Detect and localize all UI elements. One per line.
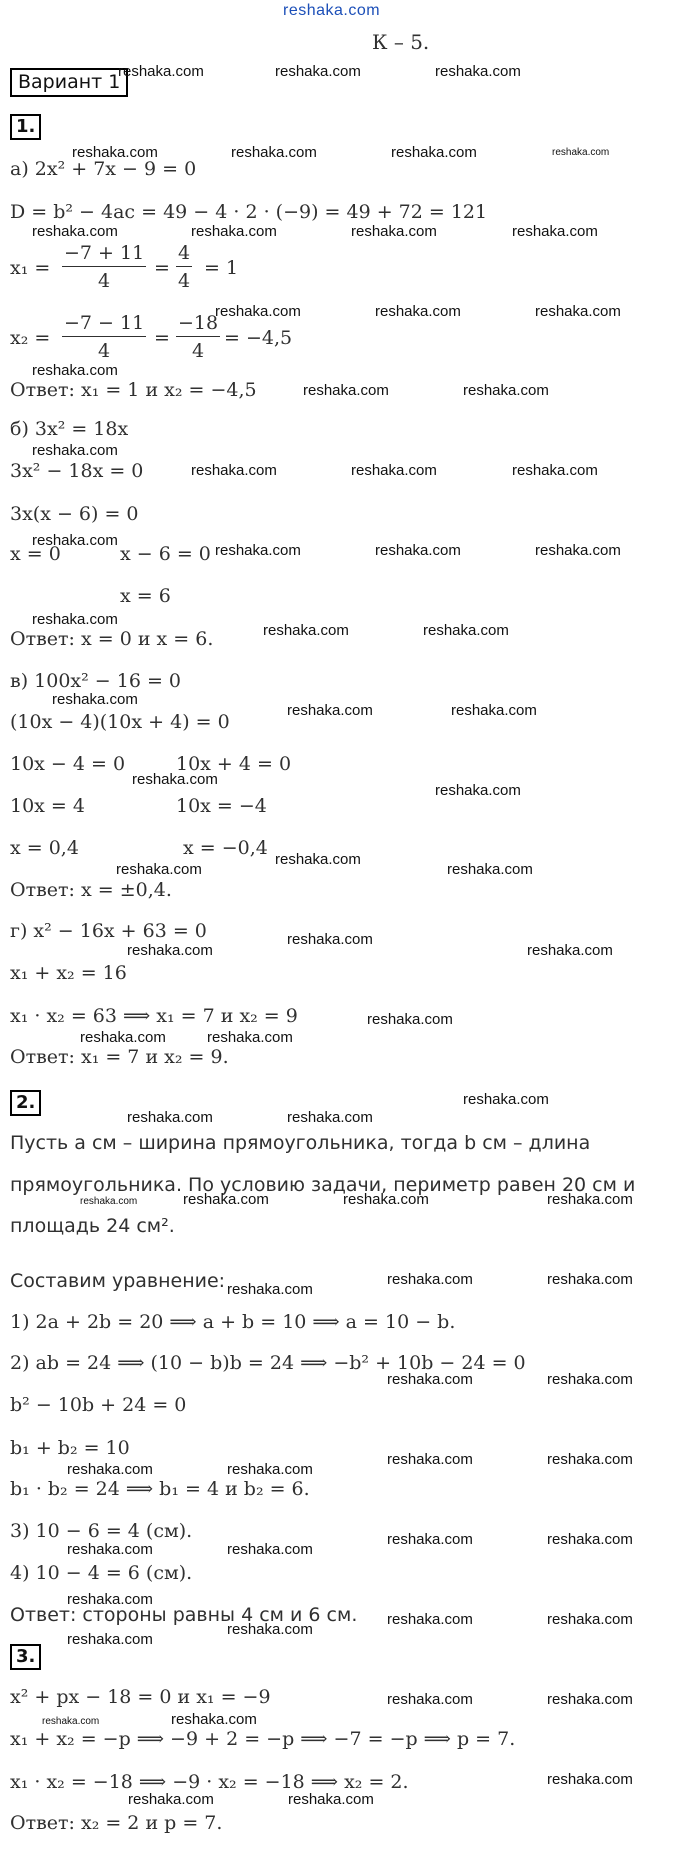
watermark: reshaka.com — [191, 223, 277, 240]
watermark: reshaka.com — [118, 63, 204, 80]
watermark: reshaka.com — [80, 1029, 166, 1046]
watermark: reshaka.com — [32, 442, 118, 459]
watermark: reshaka.com — [351, 223, 437, 240]
task2-paragraph-2: прямоугольника. По условию задачи, периметр равен 20 см и — [10, 1174, 636, 1196]
watermark: reshaka.com — [435, 782, 521, 799]
task1-a-x2-fraction — [62, 314, 146, 361]
task2-paragraph-1: Пусть a см – ширина прямоугольника, тогда b см – длина — [10, 1132, 591, 1154]
watermark: reshaka.com — [547, 1771, 633, 1788]
task2-line4: b₁ + b₂ = 10 — [10, 1437, 130, 1459]
fraction-denominator: 4 — [98, 340, 111, 362]
site-header-link[interactable]: reshaka.com — [283, 2, 381, 19]
task1-v-equation: в) 100x² − 16 = 0 — [10, 670, 182, 692]
task1-v-line3a: 10x = 4 — [10, 795, 85, 817]
watermark: reshaka.com — [547, 1191, 633, 1208]
watermark: reshaka.com — [127, 1109, 213, 1126]
task1-a-answer: Ответ: x₁ = 1 и x₂ = −4,5 — [10, 379, 257, 401]
watermark: reshaka.com — [463, 1091, 549, 1108]
task-number-2: 2. — [10, 1090, 41, 1116]
fraction-denominator: 4 — [98, 270, 111, 292]
task3-line1: x² + px − 18 = 0 и x₁ = −9 — [10, 1686, 271, 1708]
fraction-numerator: −7 + 11 — [62, 244, 146, 267]
watermark: reshaka.com — [215, 542, 301, 559]
watermark: reshaka.com — [116, 861, 202, 878]
watermark: reshaka.com — [512, 223, 598, 240]
task1-b-line2: 3x(x − 6) = 0 — [10, 503, 139, 525]
task1-g-line1: x₁ + x₂ = 16 — [10, 962, 127, 984]
watermark: reshaka.com — [387, 1371, 473, 1388]
watermark: reshaka.com — [227, 1541, 313, 1558]
task1-b-line4: x = 6 — [120, 585, 171, 607]
task2-line7: 4) 10 − 4 = 6 (см). — [10, 1562, 193, 1584]
watermark: reshaka.com — [451, 702, 537, 719]
watermark: reshaka.com — [67, 1591, 153, 1608]
task3-answer: Ответ: x₂ = 2 и p = 7. — [10, 1812, 223, 1834]
fraction-denominator: 4 — [192, 340, 205, 362]
watermark: reshaka.com — [32, 223, 118, 240]
watermark: reshaka.com — [207, 1029, 293, 1046]
task-number-1: 1. — [10, 114, 41, 140]
watermark: reshaka.com — [287, 702, 373, 719]
work-code: К – 5. — [372, 30, 430, 54]
watermark: reshaka.com — [67, 1461, 153, 1478]
watermark: reshaka.com — [447, 861, 533, 878]
watermark: reshaka.com — [263, 622, 349, 639]
watermark: reshaka.com — [552, 147, 610, 158]
task3-line3: x₁ · x₂ = −18 ⟹ −9 · x₂ = −18 ⟹ x₂ = 2. — [10, 1771, 409, 1793]
watermark: reshaka.com — [375, 542, 461, 559]
task1-a-x2-fraction2 — [176, 314, 220, 361]
task1-a-x1-eq: = — [154, 257, 170, 279]
task1-v-line4a: x = 0,4 — [10, 837, 79, 859]
watermark: reshaka.com — [547, 1531, 633, 1548]
watermark: reshaka.com — [127, 942, 213, 959]
watermark: reshaka.com — [32, 532, 118, 549]
task1-a-x1-fraction2 — [176, 244, 192, 291]
watermark: reshaka.com — [547, 1371, 633, 1388]
watermark: reshaka.com — [275, 63, 361, 80]
watermark: reshaka.com — [215, 303, 301, 320]
fraction-denominator: 4 — [178, 270, 191, 292]
task2-line2: 2) ab = 24 ⟹ (10 − b)b = 24 ⟹ −b² + 10b − 24 = 0 — [10, 1352, 526, 1374]
watermark: reshaka.com — [72, 144, 158, 161]
task1-b-answer: Ответ: x = 0 и x = 6. — [10, 628, 214, 650]
task1-a-x2-result: = −4,5 — [224, 327, 293, 349]
watermark: reshaka.com — [527, 942, 613, 959]
fraction-numerator: −7 − 11 — [62, 314, 146, 337]
task1-b-equation: б) 3x² = 18x — [10, 418, 129, 440]
watermark: reshaka.com — [375, 303, 461, 320]
task1-a-x1-fraction — [62, 244, 146, 291]
watermark: reshaka.com — [32, 362, 118, 379]
watermark: reshaka.com — [423, 622, 509, 639]
watermark: reshaka.com — [547, 1691, 633, 1708]
fraction-numerator: −18 — [176, 314, 220, 337]
task1-a-discriminant: D = b² − 4ac = 49 − 4 · 2 · (−9) = 49 + 72 = 121 — [10, 201, 488, 223]
watermark: reshaka.com — [343, 1191, 429, 1208]
watermark: reshaka.com — [231, 144, 317, 161]
watermark: reshaka.com — [227, 1621, 313, 1638]
watermark: reshaka.com — [67, 1541, 153, 1558]
watermark: reshaka.com — [191, 462, 277, 479]
task1-v-line2b: 10x + 4 = 0 — [176, 753, 292, 775]
task1-g-answer: Ответ: x₁ = 7 и x₂ = 9. — [10, 1046, 229, 1068]
watermark: reshaka.com — [287, 1109, 373, 1126]
task3-line2: x₁ + x₂ = −p ⟹ −9 + 2 = −p ⟹ −7 = −p ⟹ p = 7. — [10, 1728, 516, 1750]
watermark: reshaka.com — [387, 1451, 473, 1468]
watermark: reshaka.com — [67, 1631, 153, 1648]
watermark: reshaka.com — [171, 1711, 257, 1728]
watermark: reshaka.com — [287, 931, 373, 948]
variant-label: Вариант 1 — [10, 68, 128, 97]
task1-a-x2-lhs: x₂ = — [10, 327, 51, 349]
task2-line6: 3) 10 − 6 = 4 (см). — [10, 1520, 193, 1542]
task1-v-line1: (10x − 4)(10x + 4) = 0 — [10, 711, 230, 733]
watermark: reshaka.com — [512, 462, 598, 479]
watermark: reshaka.com — [32, 611, 118, 628]
task2-line3: b² − 10b + 24 = 0 — [10, 1394, 187, 1416]
watermark: reshaka.com — [227, 1461, 313, 1478]
watermark: reshaka.com — [535, 303, 621, 320]
watermark: reshaka.com — [128, 1791, 214, 1808]
task-number-3: 3. — [10, 1644, 41, 1670]
watermark: reshaka.com — [275, 851, 361, 868]
watermark: reshaka.com — [351, 462, 437, 479]
watermark: reshaka.com — [132, 771, 218, 788]
watermark: reshaka.com — [52, 691, 138, 708]
task1-g-equation: г) x² − 16x + 63 = 0 — [10, 920, 207, 942]
task2-line5: b₁ · b₂ = 24 ⟹ b₁ = 4 и b₂ = 6. — [10, 1478, 310, 1500]
task1-v-answer: Ответ: x = ±0,4. — [10, 879, 172, 901]
task2-paragraph-3: площадь 24 см². — [10, 1215, 175, 1237]
fraction-numerator: 4 — [176, 244, 192, 267]
watermark: reshaka.com — [288, 1791, 374, 1808]
watermark: reshaka.com — [387, 1531, 473, 1548]
watermark: reshaka.com — [183, 1191, 269, 1208]
watermark: reshaka.com — [80, 1196, 138, 1207]
watermark: reshaka.com — [387, 1611, 473, 1628]
task2-paragraph-4: Составим уравнение: — [10, 1270, 226, 1292]
watermark: reshaka.com — [547, 1611, 633, 1628]
task1-b-line3a: x = 0 — [10, 543, 61, 565]
watermark: reshaka.com — [435, 63, 521, 80]
watermark: reshaka.com — [367, 1011, 453, 1028]
task1-v-line3b: 10x = −4 — [176, 795, 267, 817]
watermark: reshaka.com — [535, 542, 621, 559]
task1-a-x2-eq: = — [154, 327, 170, 349]
task1-a-x1-lhs: x₁ = — [10, 257, 51, 279]
task1-v-line2a: 10x − 4 = 0 — [10, 753, 126, 775]
watermark: reshaka.com — [303, 382, 389, 399]
watermark: reshaka.com — [387, 1691, 473, 1708]
task1-g-line2: x₁ · x₂ = 63 ⟹ x₁ = 7 и x₂ = 9 — [10, 1005, 298, 1027]
watermark: reshaka.com — [42, 1716, 100, 1727]
task1-a-x1-result: = 1 — [204, 257, 239, 279]
watermark: reshaka.com — [391, 144, 477, 161]
watermark: reshaka.com — [463, 382, 549, 399]
task2-line1: 1) 2a + 2b = 20 ⟹ a + b = 10 ⟹ a = 10 − b. — [10, 1311, 456, 1333]
watermark: reshaka.com — [227, 1281, 313, 1298]
task2-answer: Ответ: стороны равны 4 см и 6 см. — [10, 1604, 358, 1626]
watermark: reshaka.com — [547, 1271, 633, 1288]
task1-b-line3b: x − 6 = 0 — [120, 543, 211, 565]
watermark: reshaka.com — [387, 1271, 473, 1288]
task1-a-equation: а) 2x² + 7x − 9 = 0 — [10, 158, 197, 180]
watermark: reshaka.com — [547, 1451, 633, 1468]
task1-v-line4b: x = −0,4 — [183, 837, 268, 859]
task1-b-line1: 3x² − 18x = 0 — [10, 460, 144, 482]
